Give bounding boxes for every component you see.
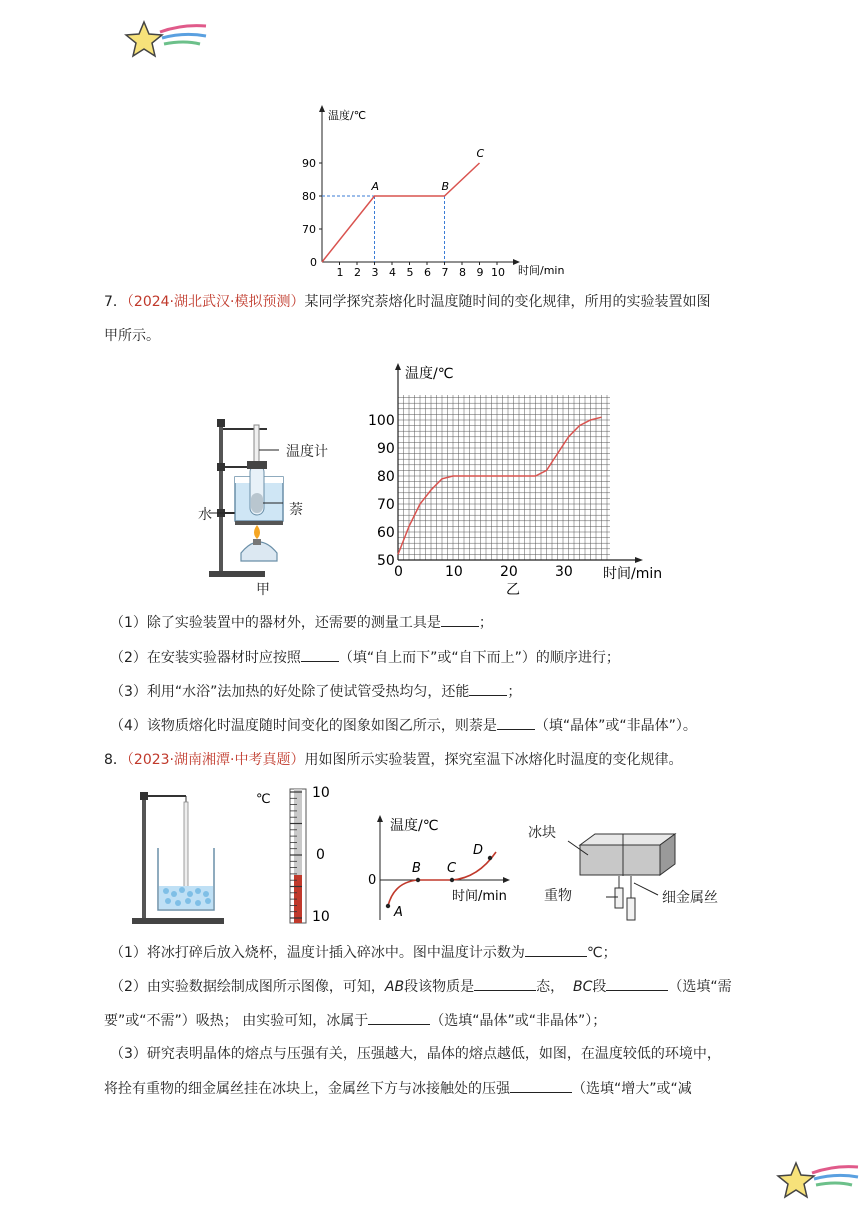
chart1-xtick-label: 9: [476, 266, 484, 279]
q8-sub2-line2-end: （选填“晶体”或“非晶体”）；: [430, 1013, 607, 1029]
q7-sub2-end: （填“自上而下”或“自下而上”）的顺序进行；: [338, 650, 620, 666]
q7-water-label: 水: [198, 507, 212, 523]
q7-stem: 某同学探究萘熔化时温度随时间的变化规律，所用的实验装置如图: [304, 294, 711, 310]
q8-sub2-blank2[interactable]: [606, 976, 668, 991]
q8-sub2-bc: BC: [573, 979, 593, 995]
q7-sub4-blank[interactable]: [497, 715, 535, 730]
q7-stem-line2: 甲所示。: [104, 328, 160, 344]
chart1-xtick-label: 7: [441, 266, 449, 279]
chart1-xtick-label: 3: [371, 266, 379, 279]
q7-chart-series-line: [398, 417, 602, 554]
q7-sub3-text: （3）利用“水浴”法加热的好处除了使试管受热均匀，还能: [110, 684, 470, 700]
q7-chart-ytick-label: 90: [377, 441, 395, 457]
q8-source: （2023·湖南湘潭·中考真题）: [126, 752, 305, 768]
star-decoration-top-icon: [120, 14, 210, 64]
q7-chart-xlabel: 时间/min: [603, 566, 663, 582]
q7-source: （2024·湖北武汉·模拟预测）: [126, 294, 305, 310]
q8-chart-ylabel: 温度/℃: [390, 818, 439, 834]
q8-chart-origin: 0: [368, 873, 377, 888]
q7-sub3: [110, 681, 521, 702]
chart1-xtick-label: 1: [336, 266, 344, 279]
chart1-ytick-label: 90: [302, 157, 316, 170]
q7-sub1-end: ；: [478, 615, 493, 631]
q8-sub1-blank[interactable]: [525, 942, 587, 957]
chart1-origin: 0: [310, 256, 317, 269]
q8-beaker-figure: [128, 786, 228, 926]
q7-chart-xtick-label: 0: [394, 564, 403, 580]
chart1-point-label: A: [371, 180, 380, 193]
chart1-xtick-label: 4: [389, 266, 396, 279]
q7-sub1: [110, 612, 493, 633]
chart1-ytick-label: 80: [302, 190, 316, 203]
chart1-xtick-label: 10: [491, 266, 505, 279]
q8-sub1-end: ℃；: [586, 945, 617, 961]
chart1-point-label: C: [476, 147, 485, 160]
chart1-temperature-time: [300, 100, 565, 280]
q8-sub3-line2: [104, 1078, 692, 1099]
chart1-ytick-label: 70: [302, 223, 316, 236]
q7-sub1-text: （1）除了实验装置中的器材外，还需要的测量工具是: [110, 615, 441, 631]
q7-stem-line1: [104, 292, 710, 312]
q8-chart-xlabel: 时间/min: [452, 889, 507, 904]
q7-chart-ytick-label: 70: [377, 497, 395, 513]
q8-sub2-text-d: 段: [592, 979, 607, 995]
q8-point-b: B: [412, 861, 421, 876]
q8-point-d: D: [473, 843, 484, 858]
q8-sub3-blank[interactable]: [510, 1078, 572, 1093]
q8-sub2-text-c: 态，: [536, 979, 565, 995]
q7-sub4-end: （填“晶体”或“非晶体”）。: [534, 718, 697, 734]
chart1-ylabel: 温度/℃: [328, 109, 367, 122]
q7-thermometer-label: 温度计: [286, 444, 328, 460]
q7-chart-xtick-label: 10: [445, 564, 463, 580]
q7-sub3-blank[interactable]: [469, 681, 507, 696]
q8-sub1: [110, 942, 617, 963]
q8-sub3-line2-text: 将拴有重物的细金属丝挂在冰块上，金属丝下方与冰接触处的压强: [104, 1081, 510, 1097]
q8-chart: [360, 810, 520, 930]
q8-sub2-text: （2）由实验数据绘制成图所示图像，可知，: [110, 979, 385, 995]
q7-caption-jia: 甲: [256, 582, 270, 598]
q7-chart-ytick-label: 60: [377, 525, 395, 541]
q7-chart-ylabel: 温度/℃: [405, 366, 454, 382]
star-decoration-bottom-icon: [772, 1155, 862, 1205]
q8-sub2-text-e: （选填“需: [668, 979, 732, 995]
q7-chart-ytick-label: 50: [377, 553, 395, 569]
q8-sub3-line2-end: （选填“增大”或“减: [572, 1081, 692, 1097]
chart1-xtick-label: 2: [354, 266, 361, 279]
q8-number: 8．: [104, 752, 127, 768]
q8-sub2-line1: [110, 976, 732, 997]
q8-wire-label: 细金属丝: [662, 890, 718, 906]
q8-sub2-line2-text: 要”或“不需”）吸热； 由实验可知，冰属于: [104, 1013, 369, 1029]
q7-chart-xtick-label: 20: [500, 564, 518, 580]
q7-chart-xtick-label: 30: [555, 564, 573, 580]
q7-chart-ytick-label: 100: [368, 413, 395, 429]
q8-weight-label: 重物: [544, 888, 572, 904]
q7-sub2-blank[interactable]: [301, 647, 339, 662]
q8-thermo-top: 10: [312, 785, 330, 801]
q8-sub1-text: （1）将冰打碎后放入烧杯，温度计插入碎冰中。图中温度计示数为: [110, 945, 525, 961]
q8-thermo-mid: 0: [316, 847, 325, 863]
q7-sub3-end: ；: [507, 684, 522, 700]
chart1-point-label: B: [441, 180, 450, 193]
q8-sub2-blank3[interactable]: [368, 1010, 430, 1025]
q7-chart-ytick-label: 80: [377, 469, 395, 485]
chart1-xtick-label: 8: [459, 266, 466, 279]
q7-number: 7．: [104, 294, 127, 310]
q8-sub2-line2: [104, 1010, 606, 1031]
q7-sub1-blank[interactable]: [441, 612, 479, 627]
q7-sub4: [110, 715, 697, 736]
chart1-xtick-label: 6: [424, 266, 431, 279]
chart1-series-line: [322, 163, 480, 262]
q8-thermo-unit: ℃: [256, 792, 271, 807]
q7-naphthalene-label: 萘: [289, 502, 303, 518]
q8-sub3-line1: （3）研究表明晶体的熔点与压强有关，压强越大，晶体的熔点越低，如图，在温度较低的环境中，: [110, 1046, 721, 1062]
q8-sub2-text-b: 段该物质是: [404, 979, 475, 995]
q7-sub2-text: （2）在安装实验器材时应按照: [110, 650, 301, 666]
chart1-xlabel: 时间/min: [518, 264, 565, 277]
q7-sub2: [110, 647, 620, 668]
chart1-xtick-label: 5: [406, 266, 414, 279]
q8-stem-line: [104, 750, 682, 770]
q8-point-a: A: [394, 905, 403, 920]
q8-ice-label: 冰块: [528, 825, 556, 841]
q7-chart-grid: [365, 360, 675, 600]
q8-thermometer-scale: [252, 783, 342, 928]
q8-point-c: C: [447, 861, 457, 876]
q8-sub2-ab: AB: [384, 979, 405, 995]
q8-sub2-blank1[interactable]: [474, 976, 536, 991]
q7-caption-yi: 乙: [506, 582, 520, 598]
q8-thermo-bottom: 10: [312, 909, 330, 925]
q7-sub4-text: （4）该物质熔化时温度随时间变化的图象如图乙所示，则萘是: [110, 718, 497, 734]
q8-stem: 用如图所示实验装置，探究室温下冰熔化时温度的变化规律。: [304, 752, 683, 768]
